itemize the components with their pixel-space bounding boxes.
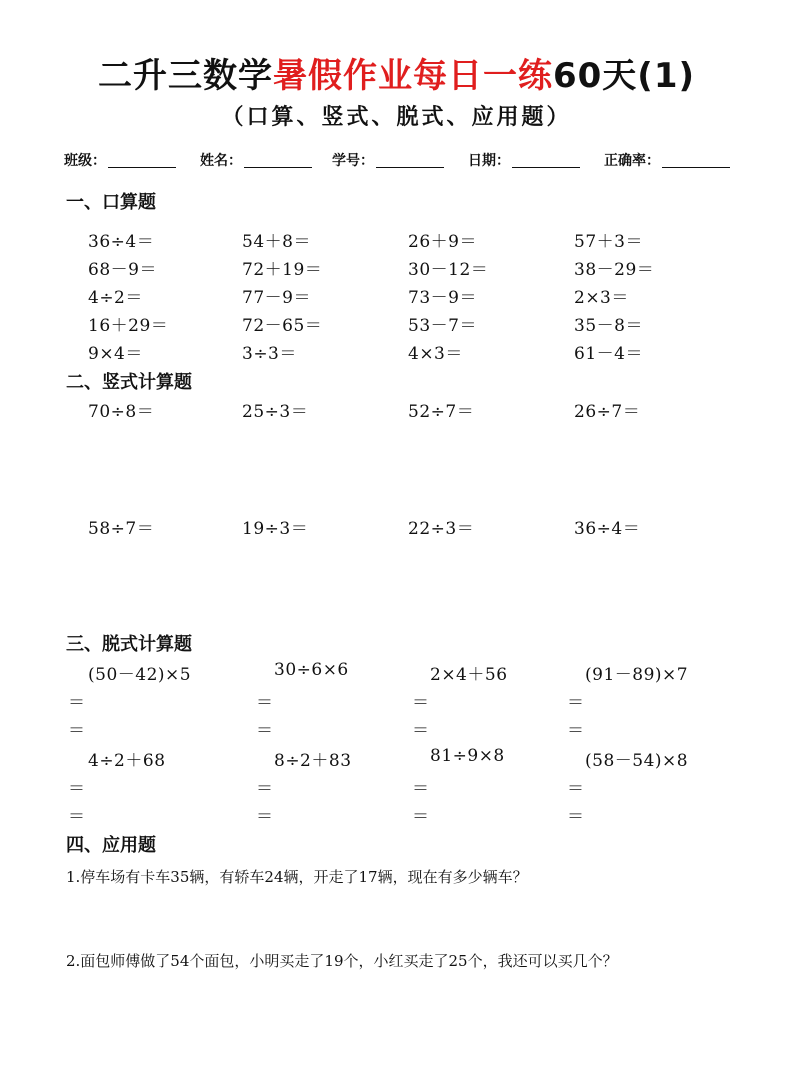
oral-item: 30－12＝ bbox=[408, 260, 489, 280]
vertical-item: 25÷3＝ bbox=[242, 402, 309, 422]
oral-item: 72－65＝ bbox=[242, 316, 323, 336]
title-red-part: 暑假作业每日一练 bbox=[272, 56, 553, 96]
oral-item: 73－9＝ bbox=[408, 288, 477, 308]
oral-item: 61－4＝ bbox=[574, 344, 643, 364]
vertical-item: 52÷7＝ bbox=[408, 402, 475, 422]
info-date bbox=[468, 150, 580, 170]
stepwise-item: (58－54)×8 bbox=[585, 751, 689, 771]
stepwise-equals: ＝ bbox=[68, 721, 85, 741]
oral-item: 26＋9＝ bbox=[408, 232, 477, 252]
title-black-part: 二升三数学 bbox=[97, 56, 273, 96]
stepwise-equals: ＝ bbox=[68, 807, 85, 827]
stepwise-equals: ＝ bbox=[256, 779, 273, 799]
stepwise-equals: ＝ bbox=[412, 807, 429, 827]
worksheet-subtitle: （口算、竖式、脱式、应用题） bbox=[221, 105, 572, 130]
oral-item: 68－9＝ bbox=[88, 260, 157, 280]
vertical-item: 58÷7＝ bbox=[88, 519, 155, 539]
section-word-problems-title: 四、应用题 bbox=[66, 835, 156, 856]
oral-item: 77－9＝ bbox=[242, 288, 311, 308]
info-date-label: 日期： bbox=[468, 153, 510, 169]
stepwise-equals: ＝ bbox=[68, 693, 85, 713]
stepwise-equals: ＝ bbox=[68, 779, 85, 799]
stepwise-equals: ＝ bbox=[256, 721, 273, 741]
word-problem: 2.面包师傅做了54个面包，小明买走了19个，小红买走了25个，我还可以买几个？ bbox=[66, 952, 618, 970]
section-oral-title: 一、口算题 bbox=[66, 192, 156, 213]
info-accuracy bbox=[604, 150, 730, 170]
info-student-no bbox=[332, 150, 444, 170]
stepwise-item: 2×4＋56 bbox=[430, 665, 508, 685]
stepwise-equals: ＝ bbox=[412, 693, 429, 713]
stepwise-item: (50－42)×5 bbox=[88, 665, 192, 685]
stepwise-equals: ＝ bbox=[412, 779, 429, 799]
oral-item: 36÷4＝ bbox=[88, 232, 155, 252]
info-accuracy-blank bbox=[662, 167, 730, 168]
stepwise-equals: ＝ bbox=[256, 693, 273, 713]
info-name-blank bbox=[244, 167, 312, 168]
stepwise-item: 81÷9×8 bbox=[430, 746, 505, 766]
info-class-label: 班级： bbox=[64, 153, 106, 169]
oral-item: 35－8＝ bbox=[574, 316, 643, 336]
oral-item: 72＋19＝ bbox=[242, 260, 323, 280]
oral-item: 54＋8＝ bbox=[242, 232, 311, 252]
vertical-item: 70÷8＝ bbox=[88, 402, 155, 422]
info-student-no-blank bbox=[376, 167, 444, 168]
info-date-blank bbox=[512, 167, 580, 168]
section-stepwise-title: 三、脱式计算题 bbox=[66, 634, 192, 655]
stepwise-equals: ＝ bbox=[567, 807, 584, 827]
oral-item: 2×3＝ bbox=[574, 288, 629, 308]
word-problem: 1.停车场有卡车35辆，有轿车24辆，开走了17辆，现在有多少辆车？ bbox=[66, 868, 528, 886]
stepwise-equals: ＝ bbox=[256, 807, 273, 827]
stepwise-item: 30÷6×6 bbox=[274, 660, 349, 680]
stepwise-equals: ＝ bbox=[412, 721, 429, 741]
worksheet-title bbox=[0, 48, 793, 97]
title-suffix: 60天(1) bbox=[552, 56, 696, 96]
vertical-item: 19÷3＝ bbox=[242, 519, 309, 539]
stepwise-equals: ＝ bbox=[567, 693, 584, 713]
oral-item: 16＋29＝ bbox=[88, 316, 169, 336]
info-name bbox=[200, 150, 312, 170]
vertical-item: 22÷3＝ bbox=[408, 519, 475, 539]
oral-item: 57＋3＝ bbox=[574, 232, 643, 252]
oral-item: 4×3＝ bbox=[408, 344, 463, 364]
oral-item: 3÷3＝ bbox=[242, 344, 297, 364]
stepwise-item: 4÷2＋68 bbox=[88, 751, 166, 771]
stepwise-equals: ＝ bbox=[567, 721, 584, 741]
stepwise-item: 8÷2＋83 bbox=[274, 751, 352, 771]
oral-item: 4÷2＝ bbox=[88, 288, 143, 308]
info-student-no-label: 学号： bbox=[332, 153, 374, 169]
stepwise-equals: ＝ bbox=[567, 779, 584, 799]
oral-item: 53－7＝ bbox=[408, 316, 477, 336]
oral-item: 38－29＝ bbox=[574, 260, 655, 280]
vertical-item: 26÷7＝ bbox=[574, 402, 641, 422]
info-accuracy-label: 正确率： bbox=[604, 153, 660, 169]
info-name-label: 姓名： bbox=[200, 153, 242, 169]
stepwise-item: (91－89)×7 bbox=[585, 665, 689, 685]
oral-item: 9×4＝ bbox=[88, 344, 143, 364]
info-class-blank bbox=[108, 167, 176, 168]
section-vertical-title: 二、竖式计算题 bbox=[66, 372, 192, 393]
info-class bbox=[64, 150, 176, 170]
vertical-item: 36÷4＝ bbox=[574, 519, 641, 539]
